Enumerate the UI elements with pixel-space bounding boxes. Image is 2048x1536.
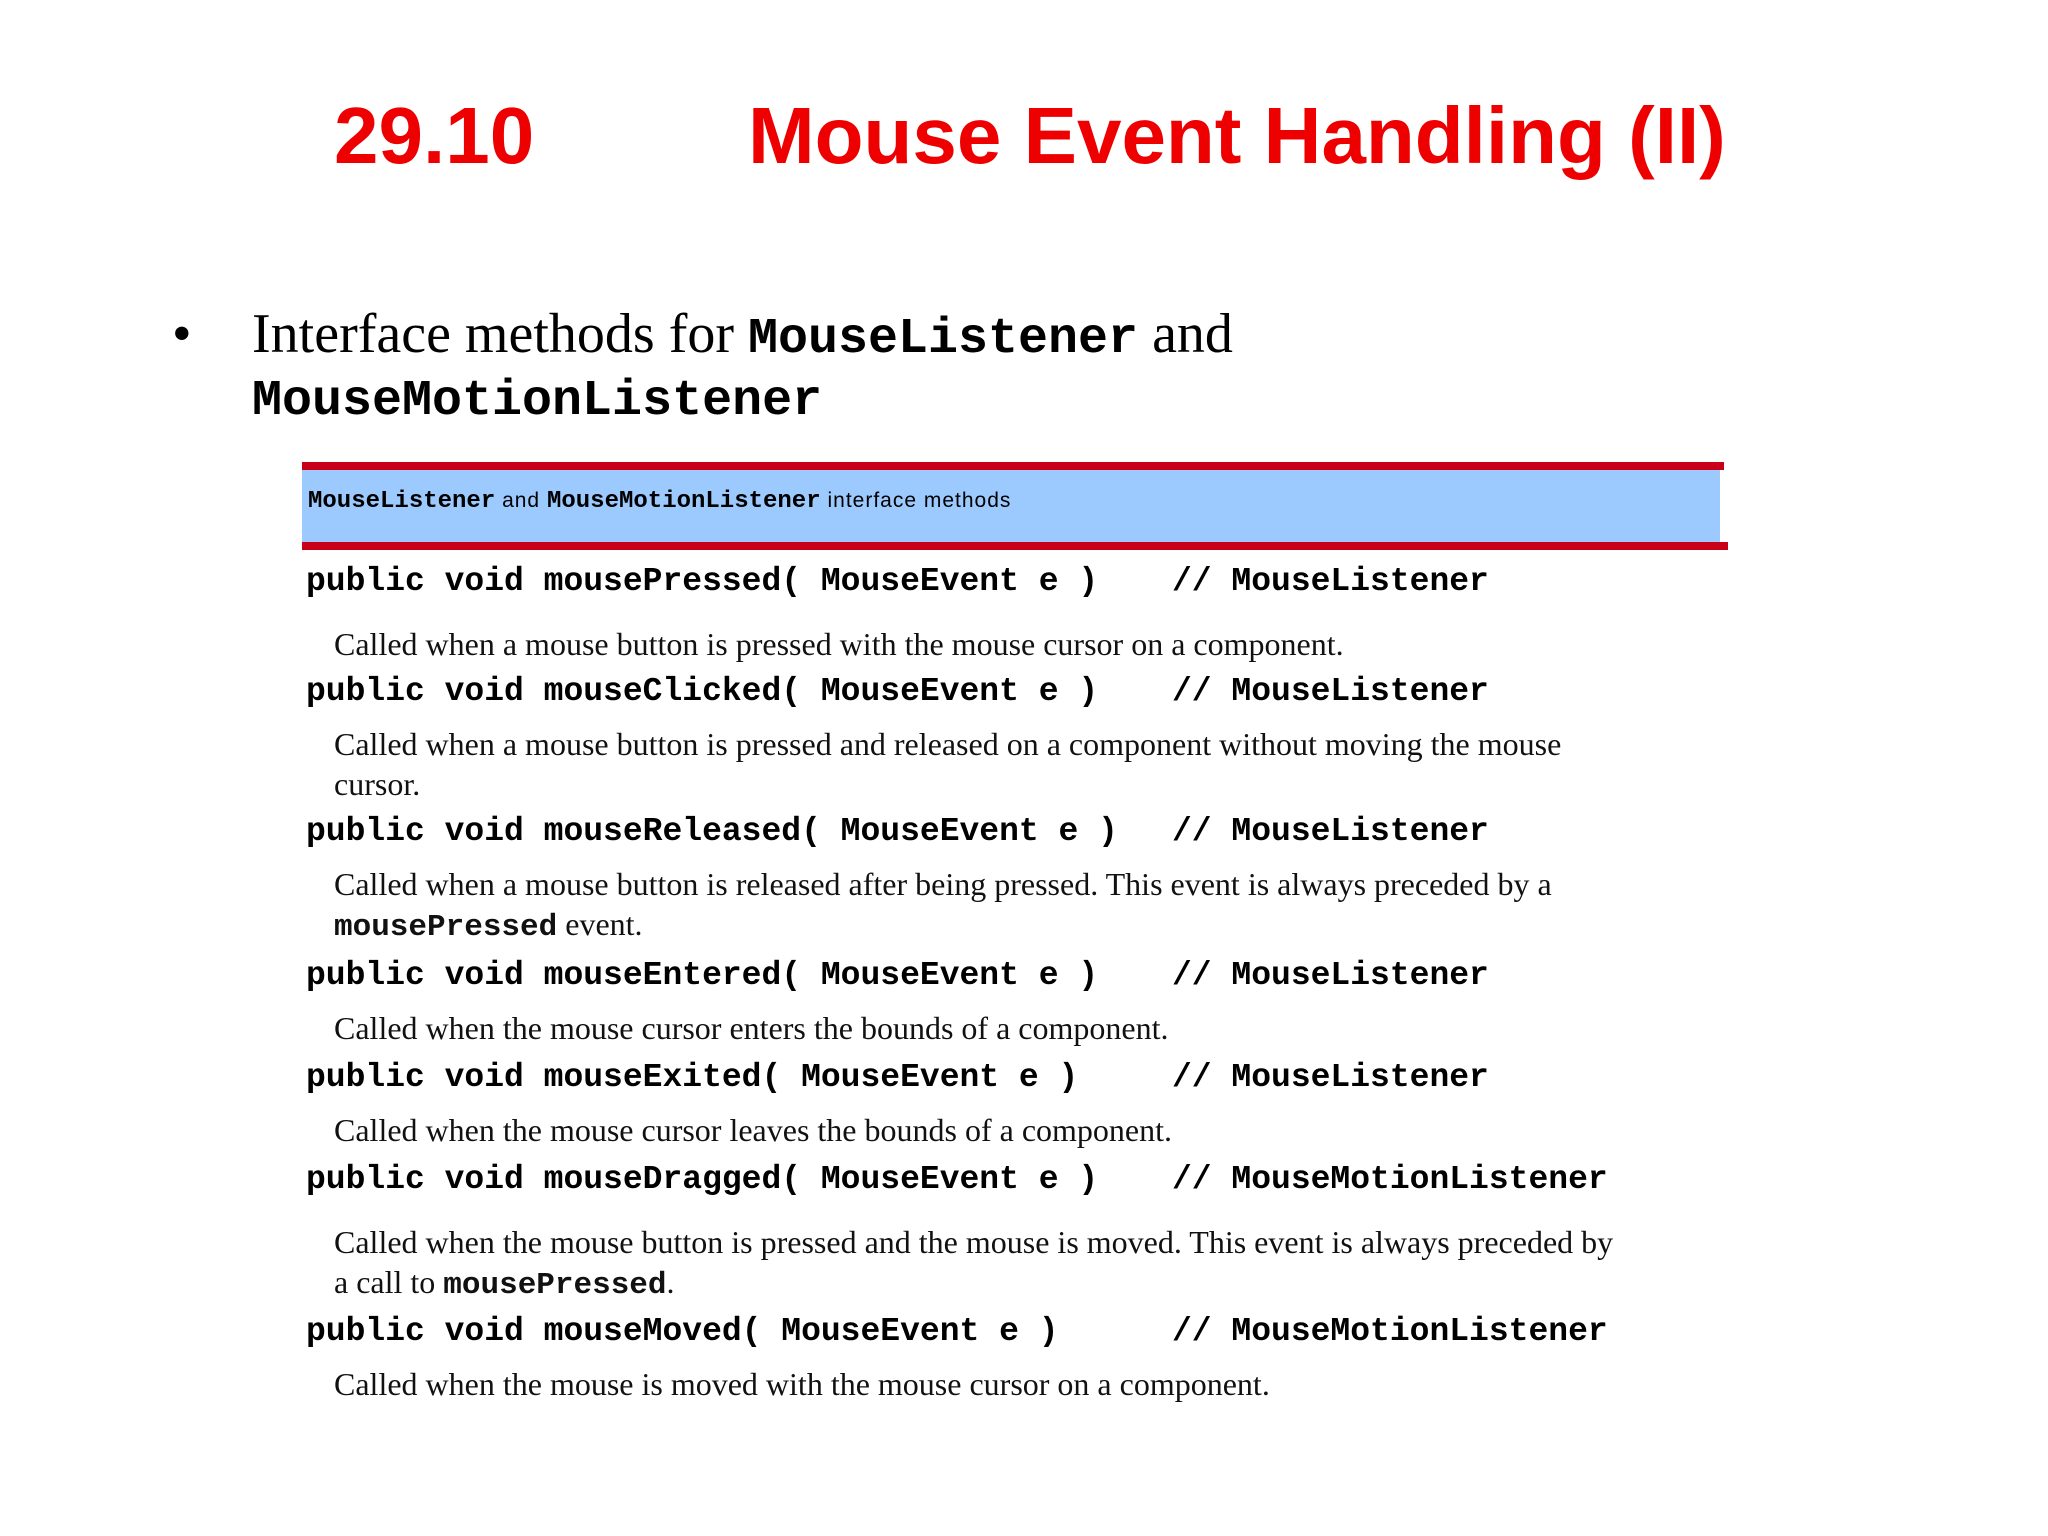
description-code: mousePressed (443, 1268, 667, 1303)
signature-text: public void mouseEntered( MouseEvent e ) (306, 957, 1099, 994)
method-description: Called when the mouse cursor enters the bounds of a component. (334, 1010, 1169, 1046)
method-description: Called when the mouse is moved with the mouse cursor on a component. (334, 1366, 1270, 1402)
method-signature (306, 672, 1489, 712)
bullet-code-mousemotionlistener: MouseMotionListener (252, 373, 823, 430)
method-description: Called when the mouse cursor leaves the bounds of a component. (334, 1112, 1172, 1148)
method-description: Called when a mouse button is pressed and released on a component without moving the mouse cursor. (334, 726, 1562, 802)
bullet-text-and: and (1138, 303, 1233, 365)
description-text-end: . (666, 1264, 675, 1300)
signature-comment: // MouseListener (1172, 563, 1489, 600)
table-header-rule (302, 542, 1728, 550)
slide-title (0, 86, 2048, 186)
method-signature (306, 956, 1489, 996)
signature-comment: // MouseListener (1172, 673, 1489, 710)
signature-text: public void mousePressed( MouseEvent e ) (306, 563, 1099, 600)
method-signature (306, 1058, 1489, 1098)
header-code-1: MouseListener (308, 488, 496, 515)
description-text: Called when the mouse button is pressed and the mouse is moved. This event is always preceded by a call to (334, 1224, 1614, 1300)
signature-comment: // MouseListener (1172, 1059, 1489, 1096)
signature-comment: // MouseListener (1172, 813, 1489, 850)
method-signature (306, 562, 1489, 602)
method-signature (306, 1312, 1608, 1352)
header-and: and (502, 489, 541, 512)
table-header (302, 470, 1720, 542)
method-signature (306, 1160, 1608, 1200)
bullet-text-pre: Interface methods for (252, 303, 748, 365)
signature-text: public void mouseReleased( MouseEvent e ) (306, 813, 1118, 850)
header-code-2: MouseMotionListener (546, 488, 821, 515)
table-top-rule (302, 462, 1724, 470)
signature-text: public void mouseMoved( MouseEvent e ) (306, 1313, 1059, 1350)
methods-table (302, 462, 1728, 550)
method-signature (306, 812, 1489, 852)
signature-text: public void mouseClicked( MouseEvent e ) (306, 673, 1099, 710)
description-text: Called when a mouse button is released after being pressed. This event is always preceded by a (334, 866, 1552, 902)
signature-comment: // MouseMotionListener (1172, 1161, 1608, 1198)
description-text-end: event. (557, 906, 643, 942)
table-header-text (308, 488, 1011, 515)
bullet-icon: • (172, 303, 192, 365)
signature-text: public void mouseDragged( MouseEvent e ) (306, 1161, 1099, 1198)
section-number: 29.10 (334, 91, 535, 180)
signature-comment: // MouseMotionListener (1172, 1313, 1608, 1350)
signature-text: public void mouseExited( MouseEvent e ) (306, 1059, 1079, 1096)
method-description: Called when a mouse button is pressed with the mouse cursor on a component. (334, 626, 1344, 662)
description-code: mousePressed (334, 910, 558, 945)
method-description (334, 864, 1634, 948)
title-text: Mouse Event Handling (II) (748, 91, 1726, 180)
signature-comment: // MouseListener (1172, 957, 1489, 994)
header-suffix: interface methods (827, 489, 1012, 512)
bullet-line-1 (252, 300, 1233, 374)
method-description (334, 1222, 1634, 1306)
bullet-code-mouselistener: MouseListener (748, 311, 1139, 368)
